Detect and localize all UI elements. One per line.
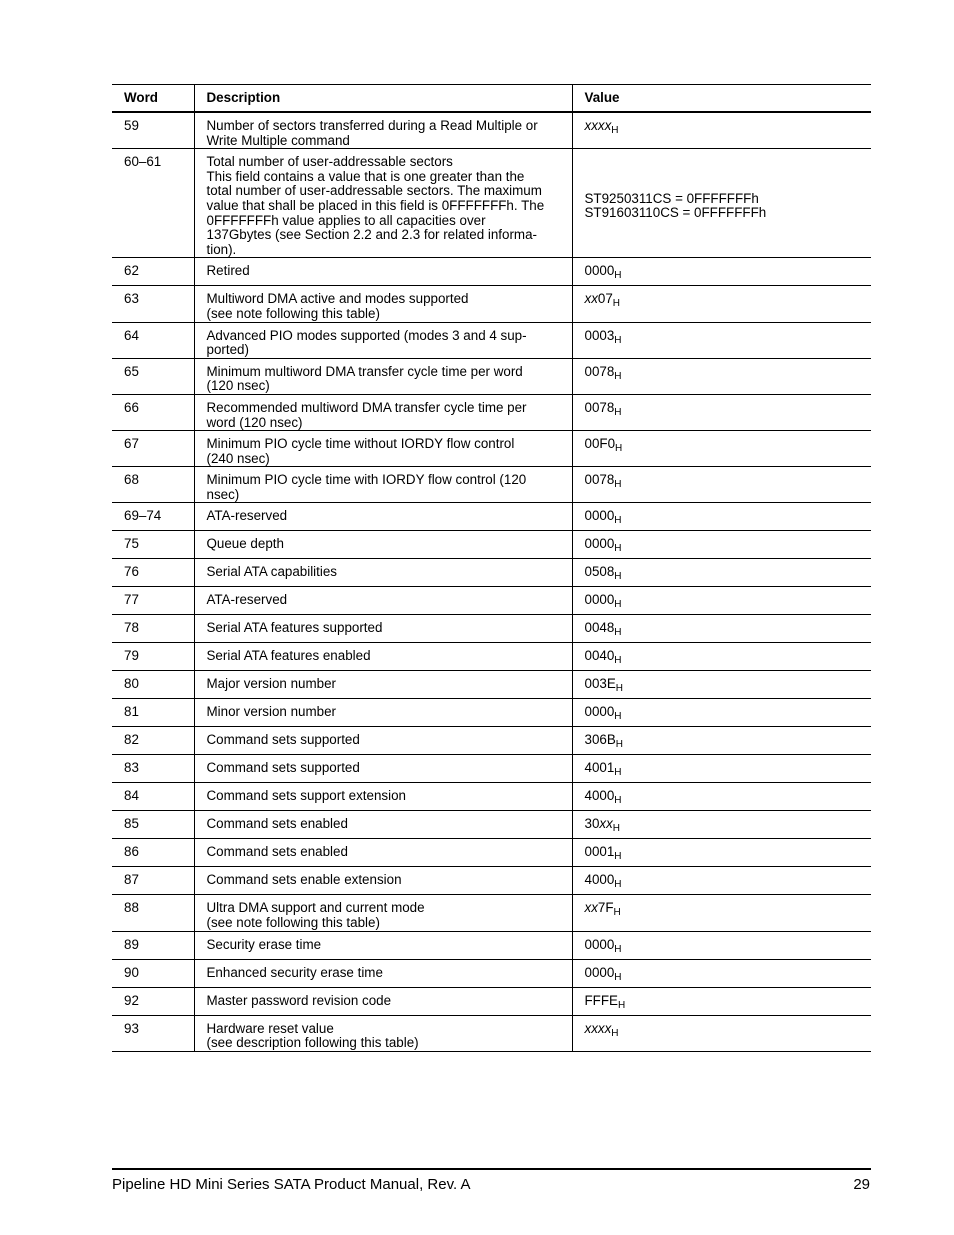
footer-manual-title: Pipeline HD Mini Series SATA Product Manual, Rev. A [112,1176,471,1193]
value-text: FFFE [584,992,618,1008]
identify-device-table [112,84,871,1052]
value-cell [572,1015,871,1051]
description-cell: ATA-reserved [194,503,572,531]
value-cell [572,959,871,987]
hex-subscript: H [614,851,622,863]
hex-subscript: H [614,711,622,723]
word-cell: 66 [112,394,194,430]
table-header-row [112,85,871,113]
table-row [112,895,871,931]
word-cell: 68 [112,467,194,503]
word-cell: 85 [112,811,194,839]
page-number: 29 [853,1176,870,1193]
hex-subscript: H [617,999,626,1011]
value-text: 4001 [584,760,615,776]
value-cell [572,467,871,503]
word-cell: 59 [112,112,194,149]
word-cell: 89 [112,931,194,959]
value-cell [572,358,871,394]
description-cell: Minimum PIO cycle time without IORDY flow control (240 nsec) [194,431,572,467]
value-variable-text: xx [599,816,613,832]
table-row [112,811,871,839]
value-text: 0078 [584,363,615,379]
value-cell [572,895,871,931]
header-word: Word [112,85,194,113]
table-row [112,559,871,587]
table-row [112,699,871,727]
word-cell: 60–61 [112,149,194,258]
hex-subscript: H [614,599,622,611]
hex-subscript: H [614,334,622,346]
hex-subscript: H [614,543,622,555]
hex-subscript: H [614,515,622,527]
table-row [112,322,871,358]
value-text: 4000 [584,872,615,888]
word-cell: 82 [112,727,194,755]
description-cell: Command sets support extension [194,783,572,811]
value-cell [572,811,871,839]
value-text: 306B [584,732,616,748]
value-text: ST9250311CS = 0FFFFFFFh ST91603110CS = 0FFFFFFFh [584,190,767,221]
hex-subscript: H [614,479,622,491]
table-row [112,286,871,322]
header-value: Value [572,85,871,113]
value-text: 0040 [584,648,615,664]
value-text: 00F0 [584,436,616,452]
table-row [112,587,871,615]
hex-subscript: H [614,795,622,807]
word-cell: 78 [112,615,194,643]
table-row [112,643,871,671]
word-cell: 65 [112,358,194,394]
table-row [112,671,871,699]
table-row [112,839,871,867]
value-text: 0048 [584,620,615,636]
hex-subscript: H [615,739,624,751]
value-suffix-text: 07 [597,291,613,307]
word-cell: 67 [112,431,194,467]
value-variable-text: xx [584,291,598,307]
value-variable-text: xxxx [584,118,612,133]
table-body [112,112,871,1051]
word-cell: 83 [112,755,194,783]
value-cell [572,149,871,258]
word-cell: 90 [112,959,194,987]
description-cell: Major version number [194,671,572,699]
description-cell: ATA-reserved [194,587,572,615]
value-text: 0000 [584,508,615,524]
table-row [112,531,871,559]
value-cell [572,615,871,643]
value-cell [572,867,871,895]
table-row [112,959,871,987]
word-cell: 75 [112,531,194,559]
hex-subscript: H [614,767,622,779]
value-cell [572,587,871,615]
word-cell: 80 [112,671,194,699]
table-row [112,727,871,755]
word-cell: 69–74 [112,503,194,531]
value-cell [572,727,871,755]
value-variable-text: xx [584,900,598,916]
value-cell [572,112,871,149]
hex-subscript: H [614,571,622,583]
hex-subscript: H [613,907,621,919]
value-cell [572,699,871,727]
value-cell [572,258,871,286]
word-cell: 79 [112,643,194,671]
table-row [112,755,871,783]
description-cell: Hardware reset value (see description following this table) [194,1015,572,1051]
value-text: 0508 [584,564,615,580]
table-row [112,358,871,394]
table-row [112,112,871,149]
word-cell: 62 [112,258,194,286]
word-cell: 92 [112,987,194,1015]
table-row [112,503,871,531]
word-cell: 77 [112,587,194,615]
description-cell: Serial ATA capabilities [194,559,572,587]
description-cell: Advanced PIO modes supported (modes 3 and 4 sup- ported) [194,322,572,358]
word-cell: 81 [112,699,194,727]
value-cell [572,394,871,430]
value-text: 003E [584,676,616,692]
word-cell: 88 [112,895,194,931]
hex-subscript: H [614,971,622,983]
value-cell [572,839,871,867]
hex-subscript: H [614,879,622,891]
hex-subscript: H [614,406,622,418]
hex-subscript: H [612,298,621,310]
table-row [112,867,871,895]
value-text: 0003 [584,327,615,343]
table-row [112,783,871,811]
hex-subscript: H [614,943,622,955]
value-variable-text: xxxx [584,1020,612,1036]
description-cell: Retired [194,258,572,286]
table-row [112,467,871,503]
value-text: 30 [584,816,600,832]
description-cell: Serial ATA features supported [194,615,572,643]
description-cell: Minimum PIO cycle time with IORDY flow control (120 nsec) [194,467,572,503]
value-cell [572,931,871,959]
word-cell: 84 [112,783,194,811]
word-cell: 86 [112,839,194,867]
footer-rule [112,1168,871,1170]
description-cell: Command sets supported [194,755,572,783]
table-row [112,258,871,286]
table-row [112,394,871,430]
description-cell: Security erase time [194,931,572,959]
description-cell: Ultra DMA support and current mode (see note following this table) [194,895,572,931]
value-cell [572,755,871,783]
hex-subscript: H [615,683,624,695]
hex-subscript: H [614,270,622,282]
description-cell: Number of sectors transferred during a Read Multiple or Write Multiple command [194,112,572,149]
hex-subscript: H [611,1027,619,1039]
value-cell [572,671,871,699]
description-cell: Total number of user-addressable sectors This field contains a value that is one greater than the total number of user-addressable sectors. The maximum value that shall be placed in this field is 0FFFFFFFh. The 0FFFFFFFh value applies to all capacities over 137Gbytes (see Section 2.2 and 2.3 for related informa- tion). [194,149,572,258]
description-cell: Command sets enabled [194,839,572,867]
value-cell [572,783,871,811]
description-cell: Recommended multiword DMA transfer cycle time per word (120 nsec) [194,394,572,430]
value-text: 0000 [584,936,615,952]
table-row [112,1015,871,1051]
hex-subscript: H [611,125,619,136]
description-cell: Enhanced security erase time [194,959,572,987]
hex-subscript: H [612,823,621,835]
value-text: 0001 [584,844,615,860]
value-text: 0000 [584,704,615,720]
hex-subscript: H [614,627,622,639]
value-text: 0078 [584,399,615,415]
description-cell: Multiword DMA active and modes supported (see note following this table) [194,286,572,322]
word-cell: 76 [112,559,194,587]
value-cell [572,643,871,671]
value-text: 0000 [584,263,615,279]
value-cell [572,987,871,1015]
value-text: 0078 [584,472,615,488]
description-cell: Command sets enable extension [194,867,572,895]
description-cell: Minimum multiword DMA transfer cycle time per word (120 nsec) [194,358,572,394]
value-text: 0000 [584,536,615,552]
table-row [112,987,871,1015]
description-cell: Queue depth [194,531,572,559]
word-cell: 63 [112,286,194,322]
word-cell: 64 [112,322,194,358]
table-row [112,931,871,959]
value-cell [572,531,871,559]
description-cell: Master password revision code [194,987,572,1015]
description-cell: Command sets enabled [194,811,572,839]
word-cell: 93 [112,1015,194,1051]
hex-subscript: H [614,370,622,382]
table-row [112,615,871,643]
hex-subscript: H [614,655,622,667]
value-text: 0000 [584,592,615,608]
description-cell: Minor version number [194,699,572,727]
header-description: Description [194,85,572,113]
hex-subscript: H [615,443,623,455]
value-cell [572,286,871,322]
value-cell [572,322,871,358]
value-cell [572,431,871,467]
value-text: 0000 [584,964,615,980]
description-cell: Command sets supported [194,727,572,755]
value-text: 4000 [584,788,615,804]
description-cell: Serial ATA features enabled [194,643,572,671]
value-cell [572,503,871,531]
table-row [112,431,871,467]
word-cell: 87 [112,867,194,895]
value-suffix-text: 7F [597,900,614,916]
table-row [112,149,871,258]
value-cell [572,559,871,587]
